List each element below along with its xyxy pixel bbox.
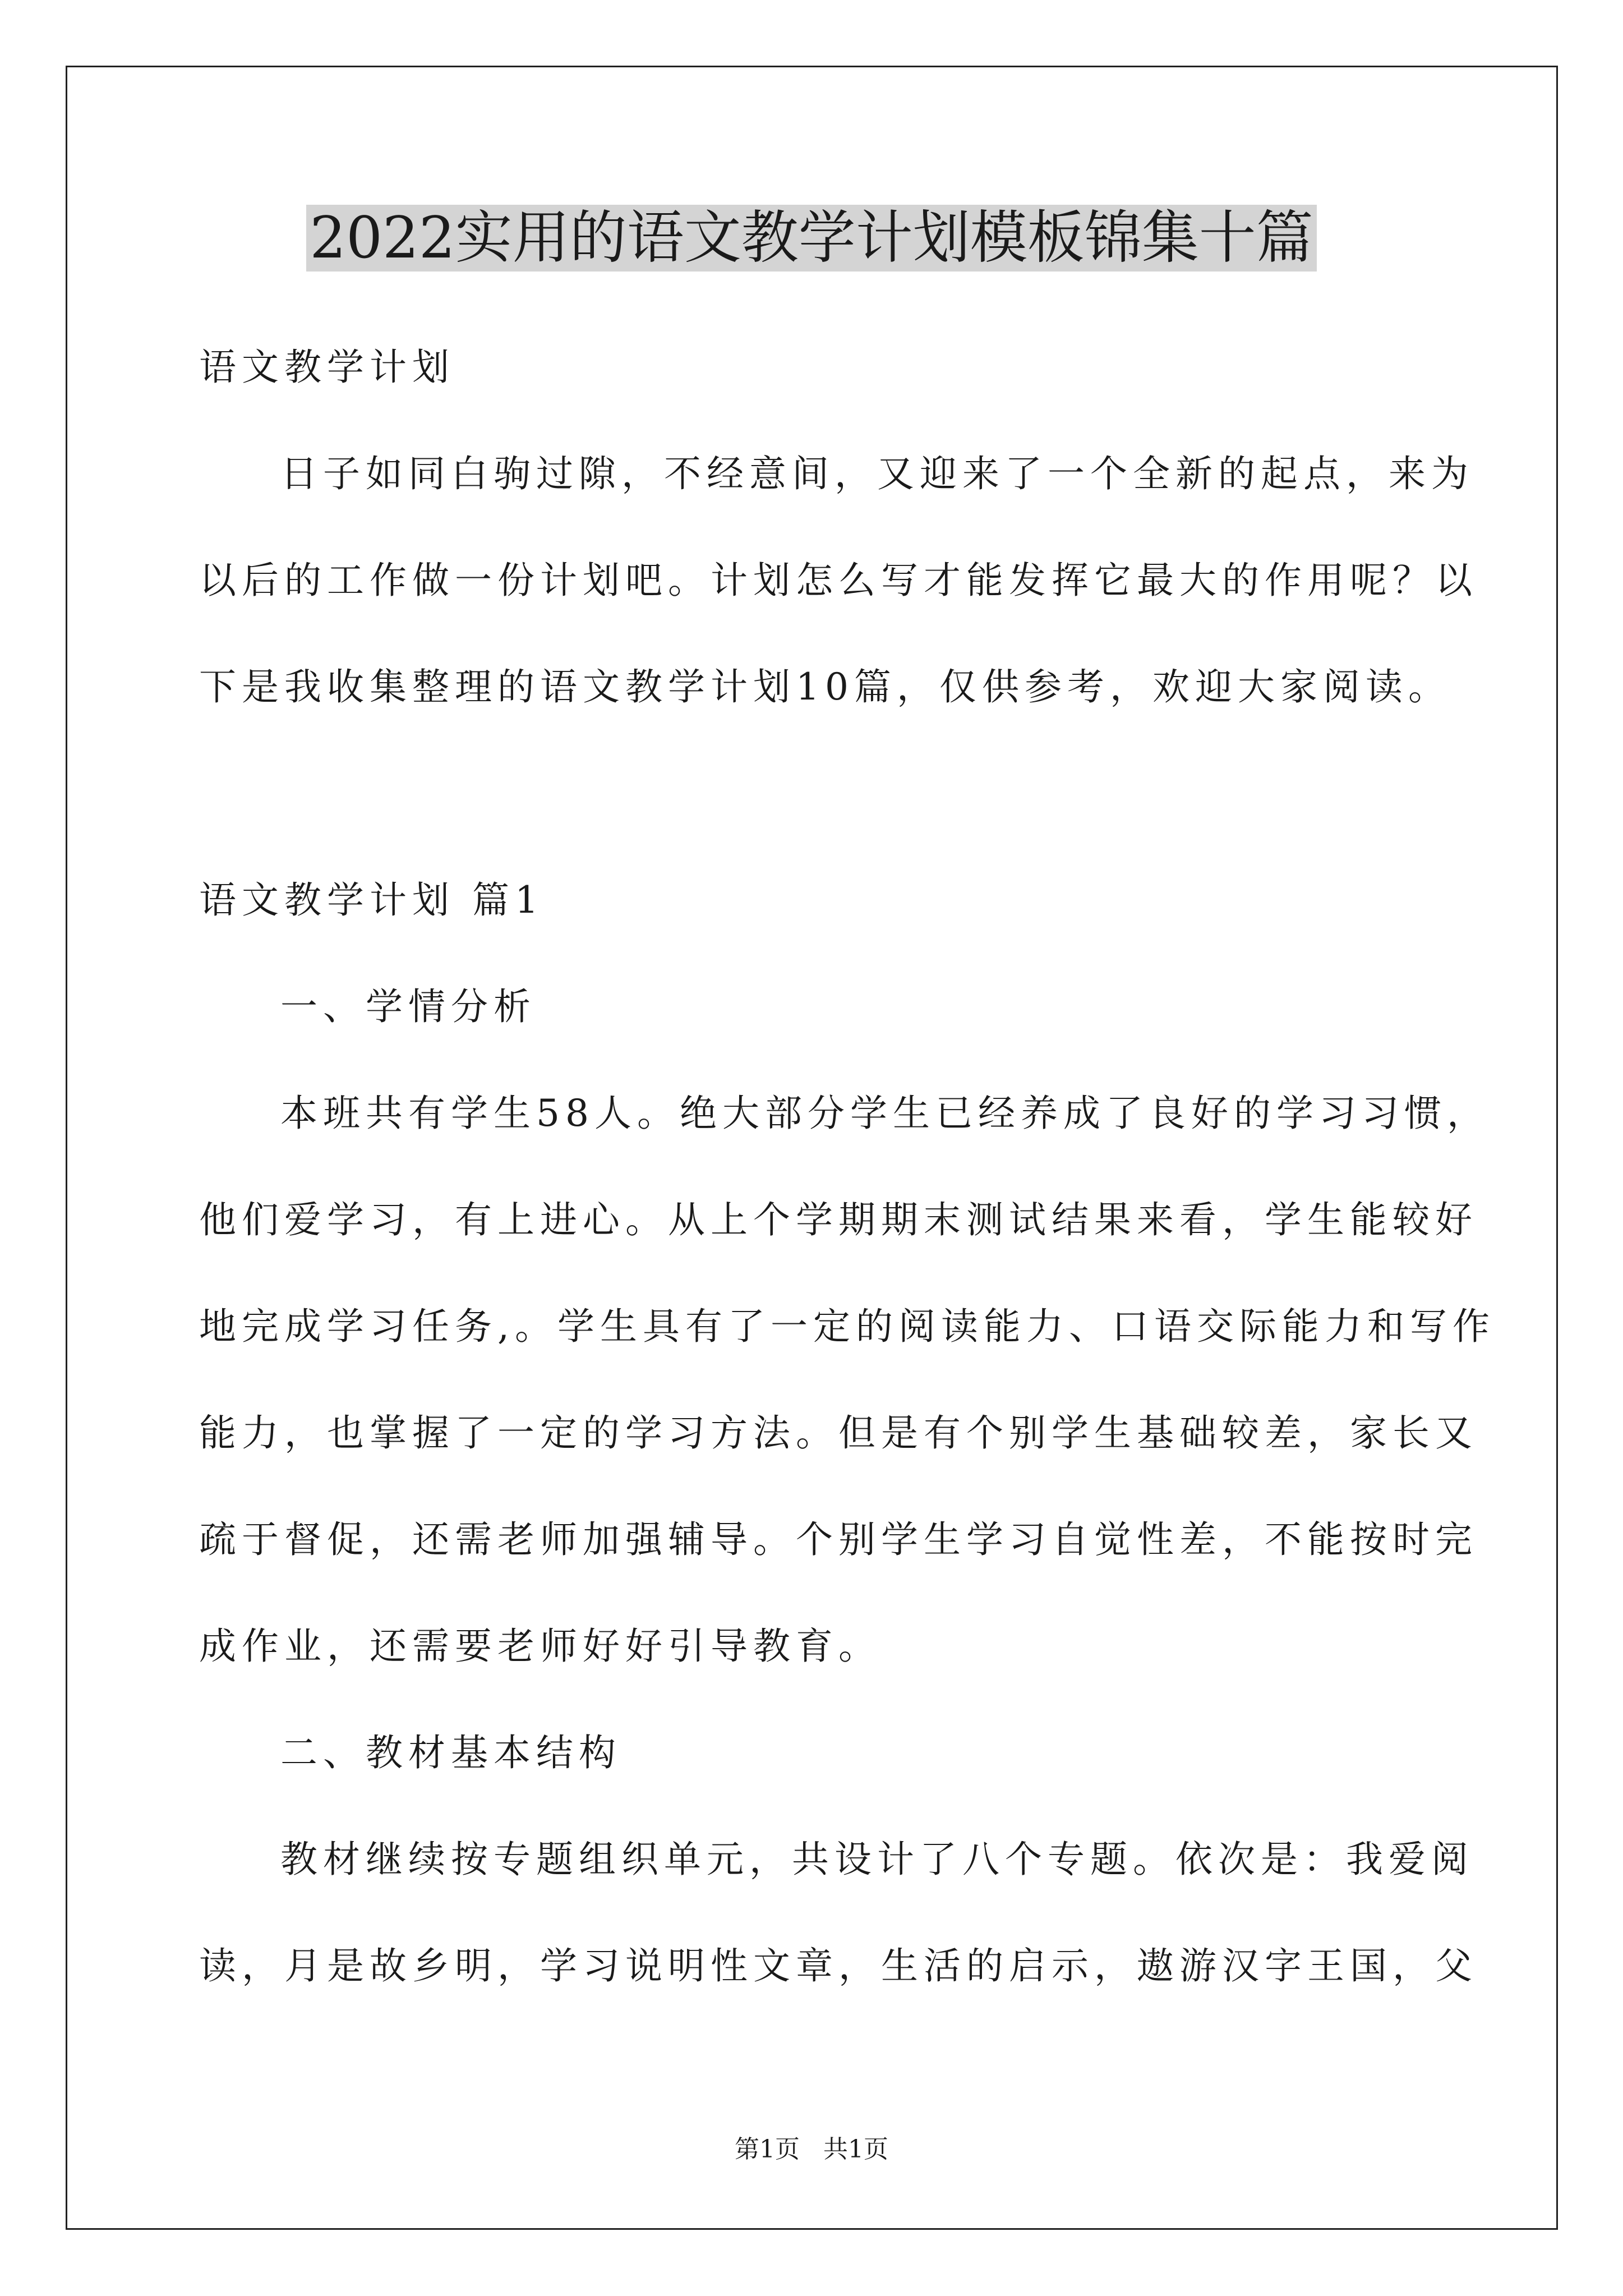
- page-footer: 第1页 共1页: [735, 2135, 888, 2164]
- text-line: 教材继续按专题组织单元，共设计了八个专题。依次是：我爱阅: [280, 1838, 1474, 1881]
- text-line: 他们爱学习，有上进心。从上个学期期末测试结果来看，学生能较好: [199, 1198, 1478, 1241]
- text-line: 语文教学计划 篇1: [199, 878, 544, 922]
- text-line: 二、教材基本结构: [280, 1731, 621, 1774]
- text-line: 本班共有学生58人。绝大部分学生已经养成了良好的学习习惯，: [280, 1092, 1490, 1135]
- text-line: 读，月是故乡明，学习说明性文章，生活的启示，遨游汉字王国，父: [199, 1944, 1478, 1987]
- text-line: 下是我收集整理的语文教学计划10篇，仅供参考，欢迎大家阅读。: [199, 665, 1451, 708]
- document-title: [0, 196, 1623, 280]
- text-line: 一、学情分析: [280, 985, 536, 1028]
- text-line: 语文教学计划: [199, 346, 455, 389]
- text-line: 成作业，还需要老师好好引导教育。: [199, 1625, 881, 1668]
- text-line: 以后的工作做一份计划吧。计划怎么写才能发挥它最大的作用呢？以: [199, 559, 1478, 602]
- document-body: [199, 314, 1495, 2019]
- text-line: 地完成学习任务,。学生具有了一定的阅读能力、口语交际能力和写作: [199, 1305, 1495, 1348]
- text-line: 日子如同白驹过隙，不经意间，又迎来了一个全新的起点，来为: [280, 452, 1474, 495]
- document-title-text: 2022实用的语文教学计划模板锦集十篇: [306, 205, 1317, 272]
- text-line: 疏于督促，还需老师加强辅导。个别学生学习自觉性差，不能按时完: [199, 1518, 1478, 1561]
- paragraph-gap: [199, 740, 1455, 847]
- text-line: 能力，也掌握了一定的学习方法。但是有个别学生基础较差，家长又: [199, 1411, 1478, 1455]
